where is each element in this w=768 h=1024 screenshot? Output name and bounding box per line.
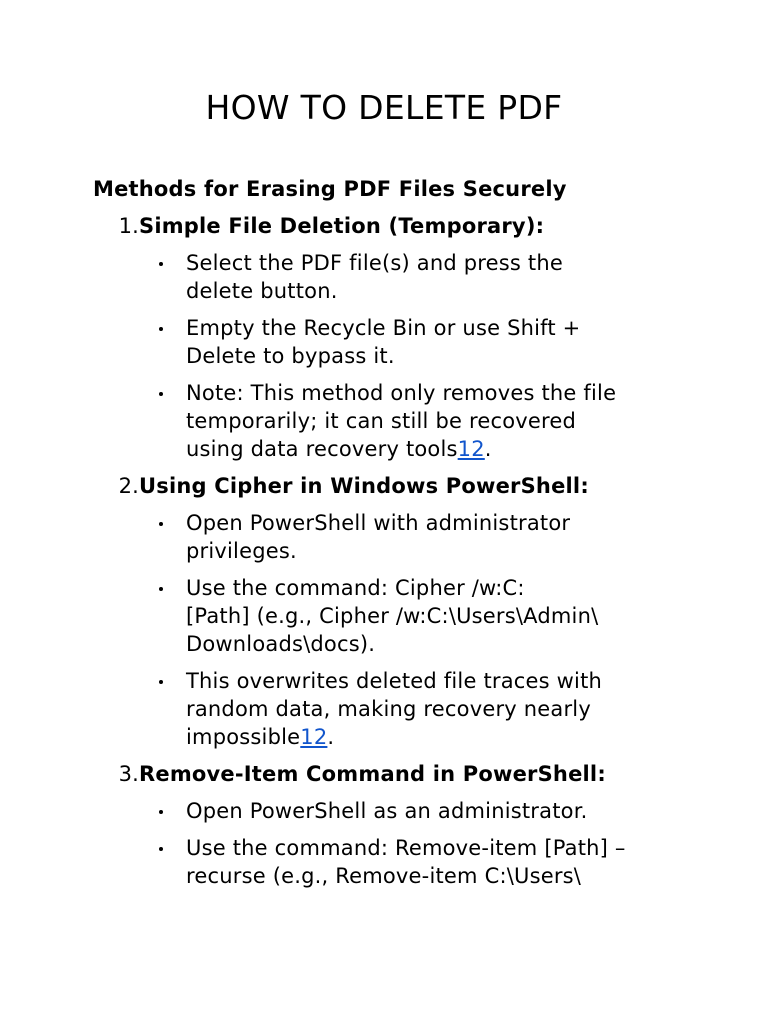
- bullet-item: [93, 314, 693, 370]
- method-title: Remove-Item Command in PowerShell:: [139, 762, 606, 786]
- bullet-item: [93, 797, 693, 825]
- method-item: [93, 472, 693, 751]
- bullet-dot-icon: [93, 314, 186, 370]
- method-item: [93, 212, 693, 463]
- bullet-body: Open PowerShell as an administrator.: [186, 799, 588, 823]
- method-number: 2.: [118, 474, 139, 498]
- method-heading: [93, 472, 693, 500]
- bullet-list: [93, 249, 693, 463]
- bullet-dot-icon: [93, 249, 186, 305]
- bullet-suffix: .: [484, 437, 492, 461]
- bullet-body: Empty the Recycle Bin or use Shift + Delete to bypass it.: [186, 316, 581, 368]
- page-title: HOW TO DELETE PDF: [205, 88, 563, 127]
- bullet-body: Open PowerShell with administrator privileges.: [186, 511, 571, 563]
- bullet-item: [93, 249, 693, 305]
- bullet-text: [186, 249, 666, 305]
- reference-link[interactable]: 12: [300, 725, 328, 749]
- method-heading: [93, 212, 693, 240]
- bullet-text: [186, 379, 666, 463]
- bullet-dot-icon: [93, 574, 186, 658]
- bullet-body: Use the command: Remove-item [Path] – recurse (e.g., Remove-item C:\Users\: [186, 836, 626, 888]
- bullet-item: [93, 379, 693, 463]
- bullet-list: [93, 797, 693, 890]
- bullet-item: [93, 509, 693, 565]
- bullet-item: [93, 574, 693, 658]
- method-title: Simple File Deletion (Temporary):: [139, 214, 545, 238]
- bullet-text: [186, 314, 666, 370]
- bullet-item: [93, 667, 693, 751]
- bullet-dot-icon: [93, 509, 186, 565]
- bullet-body: Note: This method only removes the file temporarily; it can still be recovered using data recovery tools: [186, 381, 617, 461]
- methods-list: [93, 212, 693, 899]
- section-heading: Methods for Erasing PDF Files Securely: [93, 177, 567, 201]
- bullet-text: [186, 834, 666, 890]
- reference-link[interactable]: 12: [457, 437, 485, 461]
- bullet-list: [93, 509, 693, 751]
- bullet-item: [93, 834, 693, 890]
- method-title: Using Cipher in Windows PowerShell:: [139, 474, 589, 498]
- bullet-body: This overwrites deleted file traces with random data, making recovery nearly impossible: [186, 669, 603, 749]
- method-heading: [93, 760, 693, 788]
- bullet-text: [186, 574, 666, 658]
- bullet-dot-icon: [93, 834, 186, 890]
- bullet-body: Use the command: Cipher /w:C: [Path] (e.g., Cipher /w:C:\Users\Admin\ Downloads\docs).: [186, 576, 599, 656]
- bullet-text: [186, 667, 666, 751]
- bullet-suffix: .: [327, 725, 335, 749]
- bullet-dot-icon: [93, 667, 186, 751]
- method-item: [93, 760, 693, 890]
- bullet-dot-icon: [93, 379, 186, 463]
- bullet-dot-icon: [93, 797, 186, 825]
- method-number: 3.: [118, 762, 139, 786]
- method-number: 1.: [118, 214, 139, 238]
- bullet-text: [186, 509, 666, 565]
- bullet-text: [186, 797, 666, 825]
- bullet-body: Select the PDF file(s) and press the delete button.: [186, 251, 563, 303]
